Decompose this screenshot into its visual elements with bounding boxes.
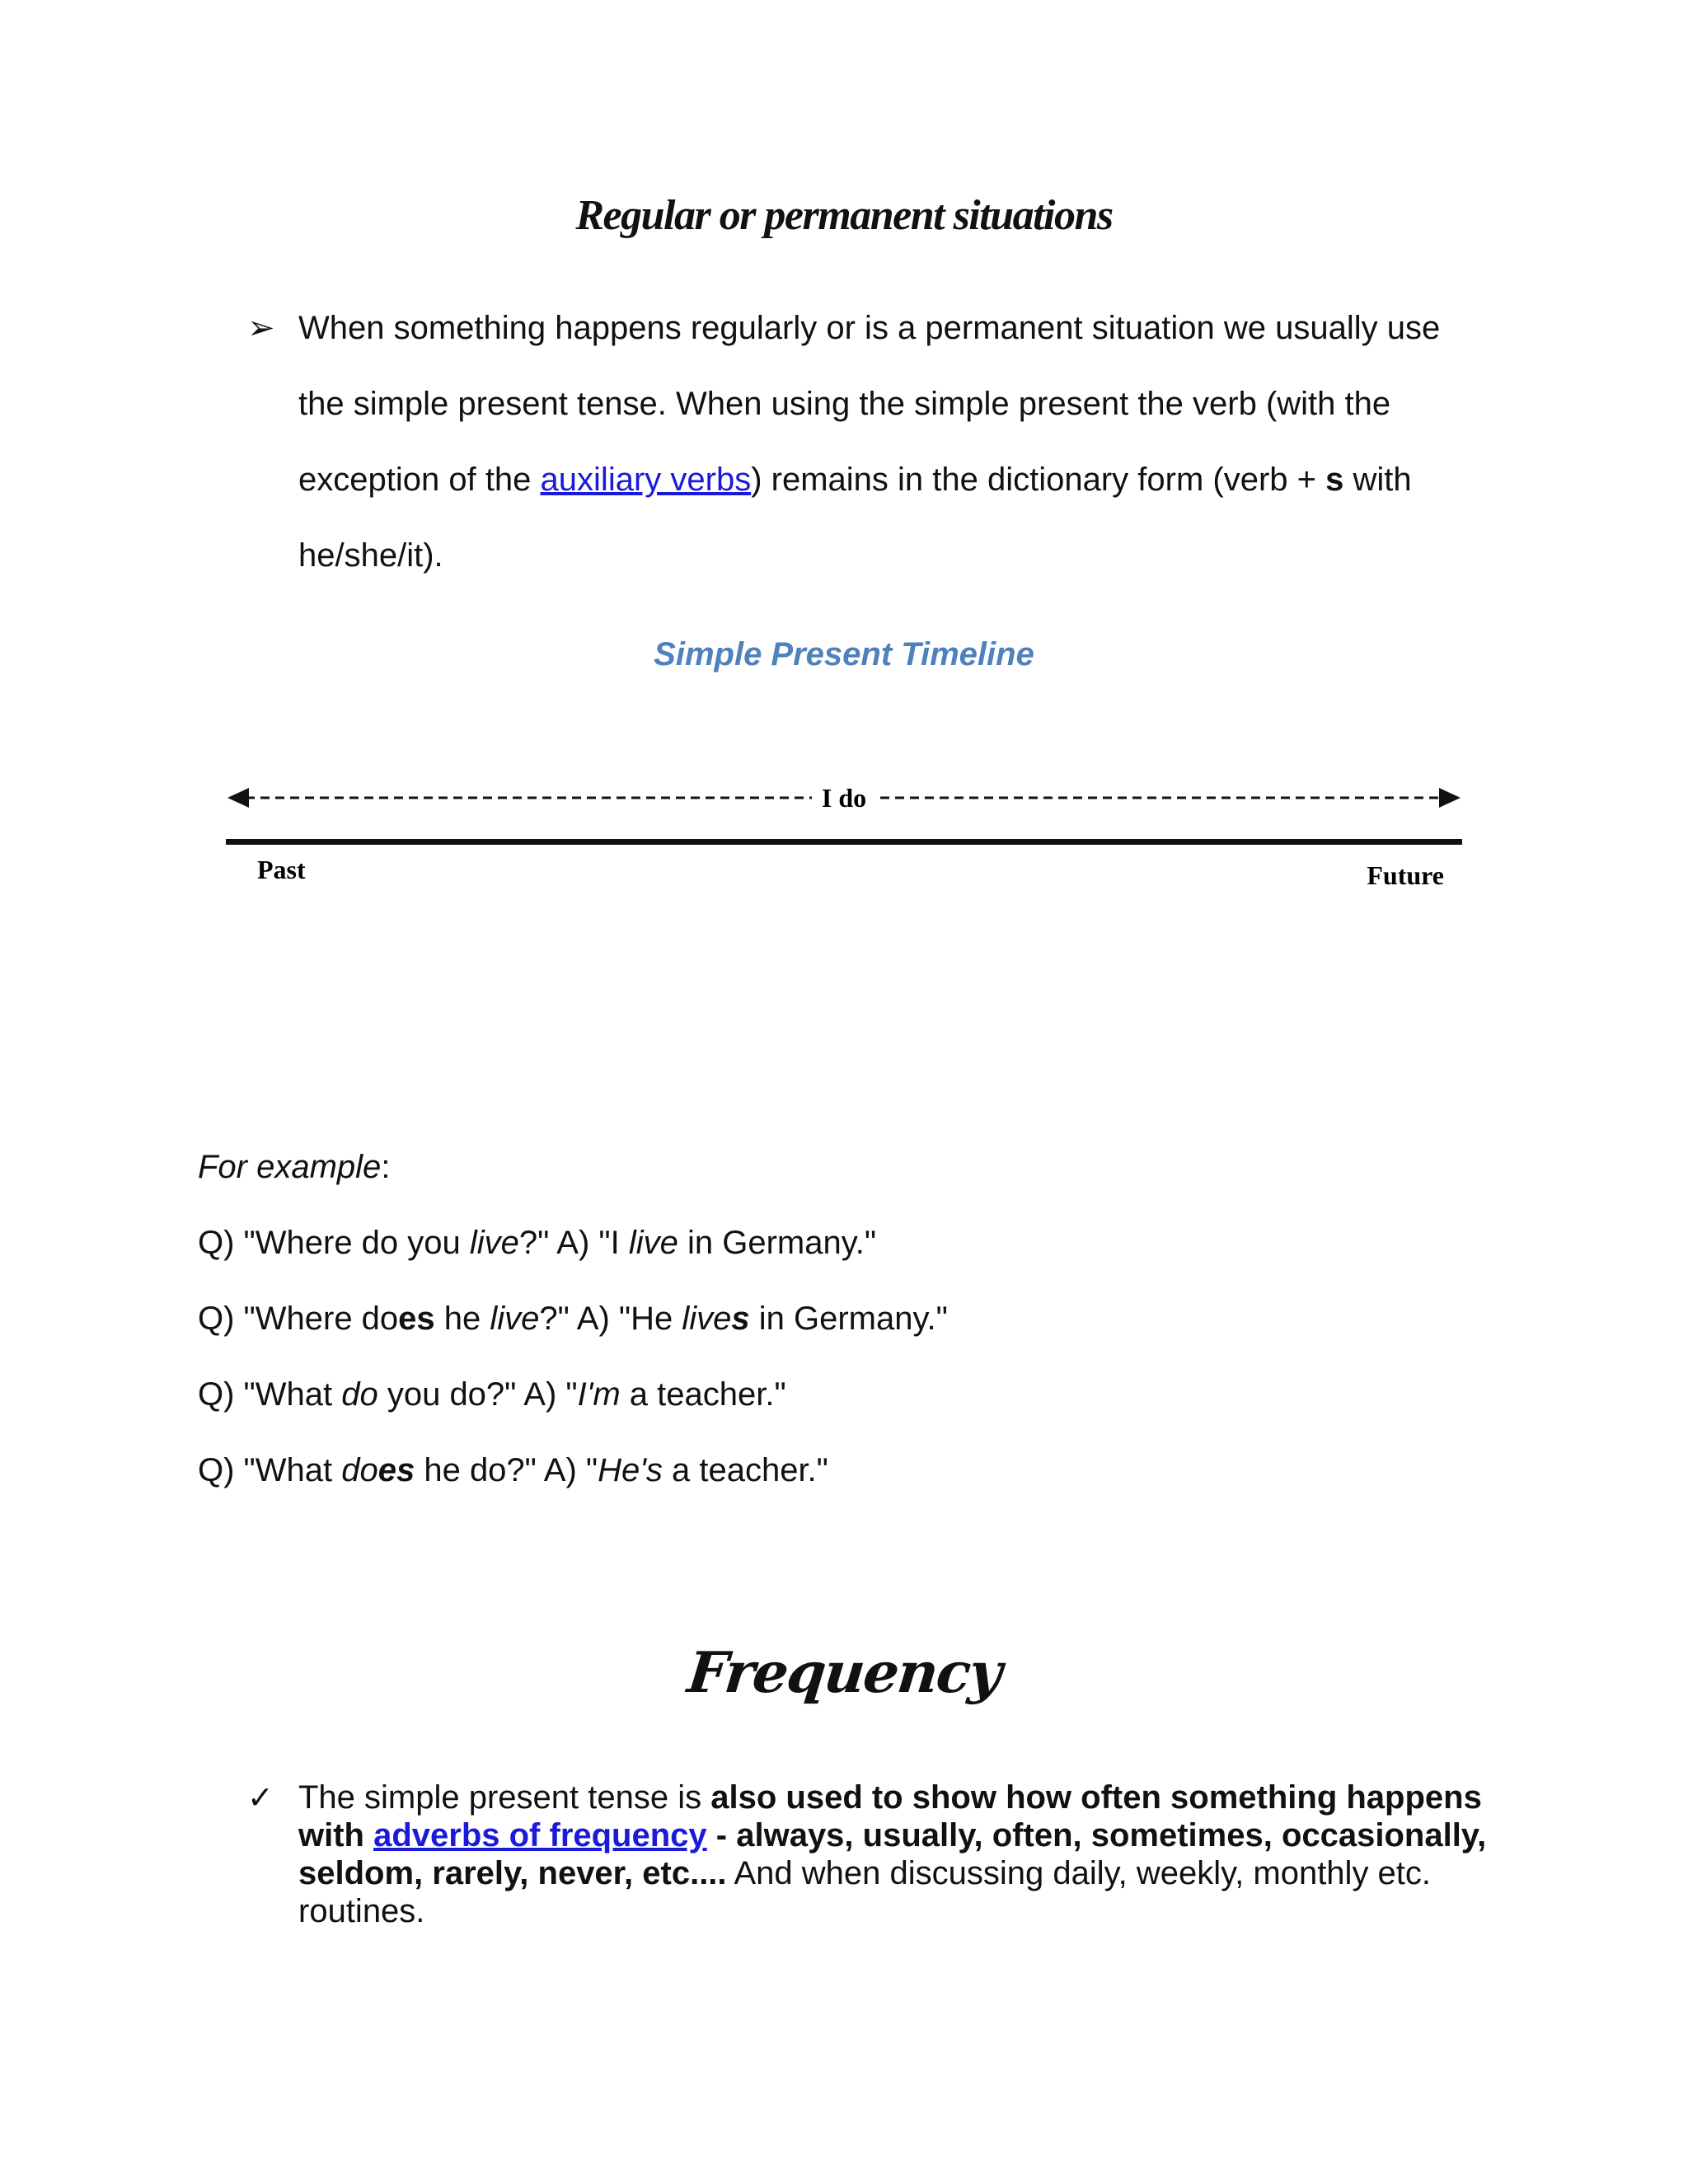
example-1-part-2: live xyxy=(469,1225,519,1261)
paragraph-text xyxy=(298,290,1484,593)
left-arrowhead-icon xyxy=(227,788,249,808)
adverbs-of-frequency-link[interactable]: adverbs of frequency xyxy=(373,1817,707,1854)
example-3-part-5: a teacher." xyxy=(620,1376,786,1413)
bullet-paragraph xyxy=(247,290,1484,593)
example-2-part-3: he xyxy=(434,1301,490,1337)
arrow-bullet-icon: ➢ xyxy=(247,310,275,346)
paragraph-text-part2: ) remains in the dictionary form (verb + xyxy=(751,462,1326,498)
example-line-4 xyxy=(198,1432,1484,1508)
section-title-regular: Regular or permanent situations xyxy=(575,192,1113,239)
examples-intro-colon: : xyxy=(381,1149,391,1185)
example-3-part-4: I'm xyxy=(577,1376,621,1413)
timeline-title: Simple Present Timeline xyxy=(654,636,1034,673)
example-4-part-3 xyxy=(378,1452,415,1488)
example-4-part-3-italic: es xyxy=(377,1452,415,1488)
example-4-part-6: a teacher." xyxy=(662,1452,828,1488)
example-4-part-1: Q) "What xyxy=(198,1452,342,1488)
timeline-past-label: Past xyxy=(257,855,306,884)
timeline-center-label: I do xyxy=(821,783,867,813)
example-1-part-4: live xyxy=(628,1225,678,1261)
check-text-part1: The simple present tense is xyxy=(298,1779,711,1816)
paragraph-text-part3: with he/she/it). xyxy=(298,462,1412,574)
example-4-part-4: he do?" A) " xyxy=(415,1452,598,1488)
example-2-part-8: in Germany." xyxy=(749,1301,948,1337)
timeline-diagram xyxy=(0,766,1688,898)
example-line-1 xyxy=(198,1205,1484,1281)
example-2-part-1: Q) "Where do xyxy=(198,1301,399,1337)
paragraph-text-part1: When something happens regularly or is a permanent situation we usually use the simple present tense. When using the simple present the verb (with the exception of the xyxy=(298,310,1441,498)
right-arrowhead-icon xyxy=(1439,788,1461,808)
example-1-part-3: ?" A) "I xyxy=(518,1225,629,1261)
example-line-2 xyxy=(198,1281,1484,1357)
check-text-bold2: - always, usually, often, sometimes, occasionally, seldom, rarely, never, etc.... xyxy=(298,1817,1487,1891)
example-4-part-5: He's xyxy=(598,1452,663,1488)
example-3-part-2: do xyxy=(341,1376,378,1413)
check-text-bold1: also used to show how often something happens with xyxy=(298,1779,1482,1854)
example-2-part-4: live xyxy=(490,1301,540,1337)
examples-intro xyxy=(198,1129,1484,1205)
checkmark-icon: ✓ xyxy=(247,1779,274,1816)
check-paragraph-text xyxy=(298,1779,1500,1930)
example-1-part-5: in Germany." xyxy=(678,1225,877,1261)
timeline-future-label: Future xyxy=(1367,860,1444,890)
example-1-part-1: Q) "Where do you xyxy=(198,1225,470,1261)
example-2-part-2: es xyxy=(398,1301,435,1337)
example-line-3 xyxy=(198,1357,1484,1432)
example-2-part-7-italic: s xyxy=(731,1301,750,1337)
example-3-part-1: Q) "What xyxy=(198,1376,342,1413)
paragraph-bold-s: s xyxy=(1325,462,1344,498)
example-2-part-6: live xyxy=(682,1301,732,1337)
examples-intro-text: For example xyxy=(198,1149,382,1185)
example-3-part-3: you do?" A) " xyxy=(377,1376,578,1413)
examples-block xyxy=(198,1129,1484,1508)
check-text-part2: And when discussing daily, weekly, monthly etc. routines. xyxy=(298,1855,1432,1929)
example-4-part-2: do xyxy=(341,1452,378,1488)
section-title-frequency: Frequency xyxy=(684,1640,1004,1706)
timeline-baseline xyxy=(226,839,1462,845)
auxiliary-verbs-link[interactable]: auxiliary verbs xyxy=(540,462,752,498)
example-2-part-7 xyxy=(731,1301,749,1337)
example-2-part-5: ?" A) "He xyxy=(539,1301,682,1337)
check-paragraph xyxy=(247,1779,1500,1930)
